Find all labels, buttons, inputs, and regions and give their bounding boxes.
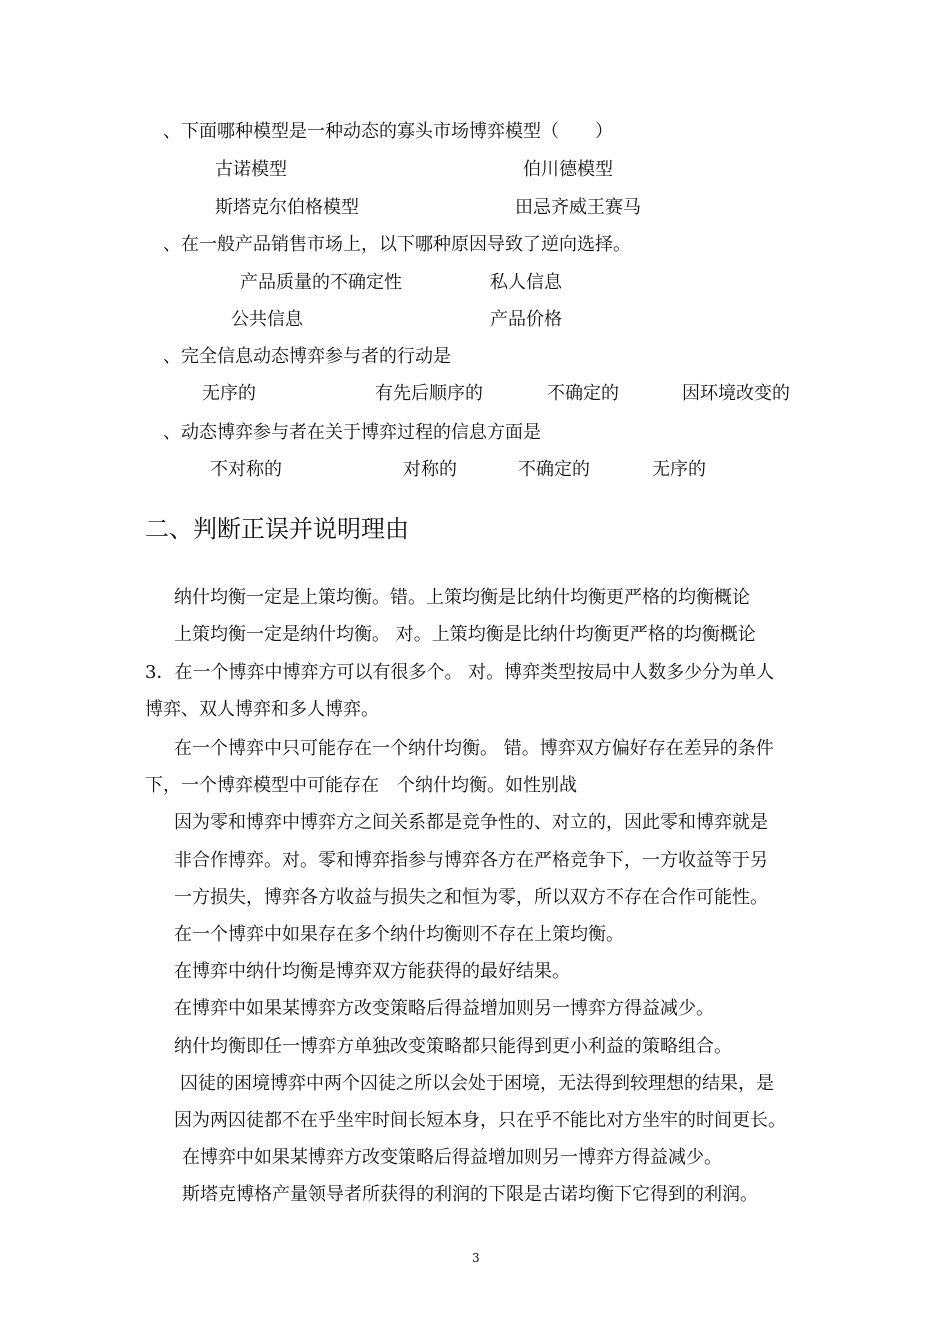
body-line: 在一个博弈中只可能存在一个纳什均衡。 错。博弈双方偏好存在差异的条件 bbox=[174, 738, 774, 759]
question-1-option-3: 斯塔克尔伯格模型 bbox=[215, 197, 359, 218]
question-4-option-2: 对称的 bbox=[403, 459, 457, 480]
section-heading: 二、判断正误并说明理由 bbox=[145, 515, 409, 543]
body-line: 囚徒的困境博弈中两个囚徒之所以会处于困境，无法得到较理想的结果，是 bbox=[180, 1073, 774, 1094]
body-line: 纳什均衡即任一博弈方单独改变策略都只能得到更小利益的策略组合。 bbox=[174, 1036, 732, 1057]
question-1-option-4: 田忌齐威王赛马 bbox=[515, 197, 641, 218]
question-2-option-1: 产品质量的不确定性 bbox=[240, 272, 402, 293]
body-line: 纳什均衡一定是上策均衡。错。上策均衡是比纳什均衡更严格的均衡概论 bbox=[174, 587, 750, 608]
question-4-option-1: 不对称的 bbox=[210, 459, 282, 480]
page-number: 3 bbox=[472, 1251, 480, 1265]
body-line: 因为零和博弈中博弈方之间关系都是竞争性的、对立的，因此零和博弈就是 bbox=[174, 812, 768, 833]
question-3-option-1: 无序的 bbox=[202, 383, 256, 404]
question-4-stem: 、动态博弈参与者在关于博弈过程的信息方面是 bbox=[163, 422, 541, 443]
question-2-stem: 、在一般产品销售市场上，以下哪种原因导致了逆向选择。 bbox=[163, 234, 631, 255]
body-line: 在博弈中纳什均衡是博弈双方能获得的最好结果。 bbox=[174, 961, 570, 982]
question-2-option-4: 产品价格 bbox=[490, 309, 562, 330]
body-line: 因为两囚徒都不在乎坐牢时间长短本身，只在乎不能比对方坐牢的时间更长。 bbox=[174, 1110, 786, 1131]
question-1-stem: 、下面哪种模型是一种动态的寡头市场博弈模型（ ） bbox=[163, 121, 613, 142]
question-1-option-2: 伯川德模型 bbox=[523, 159, 613, 180]
body-line: 下，一个博弈模型中可能存在 个纳什均衡。如性别战 bbox=[145, 775, 577, 796]
question-3-option-2: 有先后顺序的 bbox=[375, 383, 483, 404]
question-3-option-3: 不确定的 bbox=[547, 383, 619, 404]
body-line: 非合作博弈。对。零和博弈指参与博弈各方在严格竞争下，一方收益等于另 bbox=[174, 850, 768, 871]
body-line: 在博弈中如果某博弈方改变策略后得益增加则另一博弈方得益减少。 bbox=[182, 1147, 722, 1168]
question-4-option-3: 不确定的 bbox=[518, 459, 590, 480]
question-2-option-2: 私人信息 bbox=[490, 272, 562, 293]
body-line: 博弈、双人博弈和多人博弈。 bbox=[145, 699, 379, 720]
body-line: 3．在一个博弈中博弈方可以有很多个。 对。博弈类型按局中人数多少分为单人 bbox=[145, 662, 775, 683]
body-line: 在一个博弈中如果存在多个纳什均衡则不存在上策均衡。 bbox=[174, 924, 624, 945]
body-line: 在博弈中如果某博弈方改变策略后得益增加则另一博弈方得益减少。 bbox=[174, 998, 714, 1019]
question-4-option-4: 无序的 bbox=[652, 459, 706, 480]
question-2-option-3: 公共信息 bbox=[231, 309, 303, 330]
question-1-option-1: 古诺模型 bbox=[215, 159, 287, 180]
question-3-stem: 、完全信息动态博弈参与者的行动是 bbox=[163, 346, 451, 367]
body-line: 一方损失，博弈各方收益与损失之和恒为零，所以双方不存在合作可能性。 bbox=[174, 887, 768, 908]
body-line: 斯塔克博格产量领导者所获得的利润的下限是古诺均衡下它得到的利润。 bbox=[182, 1184, 758, 1205]
body-line: 上策均衡一定是纳什均衡。 对。上策均衡是比纳什均衡更严格的均衡概论 bbox=[174, 624, 756, 645]
question-3-option-4: 因环境改变的 bbox=[682, 383, 790, 404]
